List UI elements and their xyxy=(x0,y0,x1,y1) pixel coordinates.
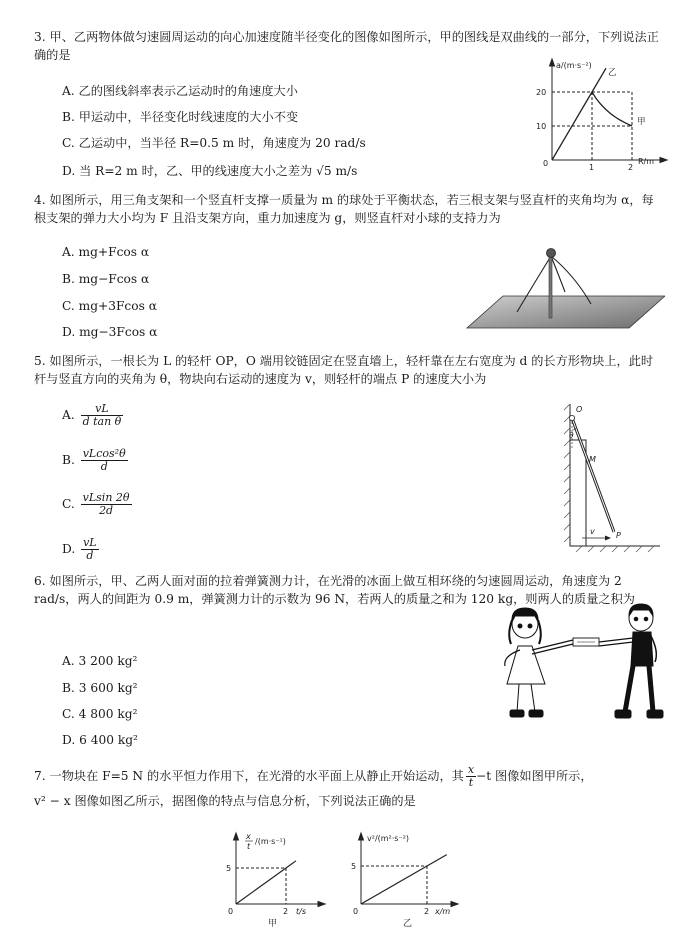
question-6-stem: 6. 如图所示，甲、乙两人面对面的拉着弹簧测力计，在光滑的冰面上做互相环绕的匀速圆周运动，角速度为 2 rad/s，两人的间距为 0.9 m，弹簧测力计的示数为 96 N，若两人的质量之和为 120 kg，则两人的质量之积为 xyxy=(34,574,635,606)
q7-graph-yi xyxy=(345,828,475,928)
q6-option-d: D. 6 400 kg² xyxy=(62,733,138,747)
q4-vertical-rod xyxy=(549,256,552,318)
q7-jia-origin: 0 xyxy=(228,907,234,916)
q7-jia-ylabel-num: x xyxy=(246,832,251,841)
q3-x-label: R/m xyxy=(638,157,655,166)
q3-option-b: B. 甲运动中，半径变化时线速度的大小不变 xyxy=(62,110,299,124)
q4-strut-back xyxy=(551,256,565,292)
q5-option-c: C. $\frac{vLsin 2\theta}{2d}$ xyxy=(62,491,130,517)
q7-graph-jia xyxy=(220,828,330,928)
q5-c-denominator: 2d xyxy=(99,504,114,517)
q7-yi-xlabel: x/m xyxy=(435,907,451,916)
q5-d-numerator: vL xyxy=(83,536,97,549)
q7-jia-ylabel-unit: /(m·s⁻¹) xyxy=(255,837,286,846)
question-5 xyxy=(34,352,663,388)
q5-hinge xyxy=(569,415,574,420)
q7-yi-xtick: 2 xyxy=(424,907,430,916)
q3-ytick-10: 10 xyxy=(536,122,547,131)
q7-jia-xtick: 2 xyxy=(283,907,289,916)
q7-yi-origin: 0 xyxy=(353,907,359,916)
q3-option-d: D. 当 R=2 m 时，乙、甲的线速度大小之差为 √5 m/s xyxy=(62,164,358,178)
q4-option-c: C. mg+3Fcos α xyxy=(62,299,157,313)
q7-yi-ytick: 5 xyxy=(351,862,357,871)
q3-option-c: C. 乙运动中，当半径 R=0.5 m 时，角速度为 20 rad/s xyxy=(62,136,366,150)
q5-d-denominator: d xyxy=(86,549,94,562)
question-7 xyxy=(34,764,663,813)
q7-yi-line xyxy=(361,855,447,904)
q6-skater-left xyxy=(505,608,573,717)
q7-jia-ylabel-den: t xyxy=(247,842,251,851)
q3-option-a: A. 乙的图线斜率表示乙运动时的角速度大小 xyxy=(62,84,298,98)
q6-skaters-figure xyxy=(495,600,670,728)
q3-y-label: a/(m·s⁻²) xyxy=(556,61,592,70)
q5-a-denominator: d tan θ xyxy=(82,415,122,428)
q5-rod-figure xyxy=(560,400,668,552)
question-5-stem: 5. 如图所示，一根长为 L 的轻杆 OP，O 端用铰链固定在竖直墙上，轻杆靠在左右宽度为 d 的长方形物块上，此时杆与竖直方向的夹角为 θ，物块向右运动的速度为 v，则轻杆的端点 P 的速度大小为 xyxy=(34,354,654,386)
question-3-stem: 3. 甲、乙两物体做匀速圆周运动的向心加速度随半径变化的图像如图所示，甲的图线是双曲线的一部分，下列说法正确的是 xyxy=(34,30,659,62)
q4-tripod-figure xyxy=(465,242,665,334)
q5-a-numerator: vL xyxy=(81,403,124,416)
q6-option-a: A. 3 200 kg² xyxy=(62,654,138,668)
q7-yi-ylabel: v²/(m²·s⁻²) xyxy=(367,834,410,843)
q5-label-theta: θ xyxy=(569,431,574,440)
q3-origin: 0 xyxy=(543,159,549,168)
question-4-stem: 4. 如图所示，用三角支架和一个竖直杆支撑一质量为 m 的球处于平衡状态，若三根支架与竖直杆的夹角均为 α，每根支架的弹力大小均为 F 且沿支架方向，重力加速度为 g，则竖直杆对小球的支持力为 xyxy=(34,193,654,225)
q5-option-b: B. $\frac{\text{vLcos²θ}}{d}$ xyxy=(62,447,126,473)
q5-option-a: A. $\frac{vL}{\text{d tan θ}}$ xyxy=(62,402,122,428)
q4-option-b: B. mg−Fcos α xyxy=(62,272,150,286)
q3-label-yi: 乙 xyxy=(608,68,617,78)
q4-option-a: A. mg+Fcos α xyxy=(62,245,150,259)
q7-stem-fraction: $\frac{x}{t}$ xyxy=(467,763,475,789)
q5-b-denominator: d xyxy=(100,460,108,473)
q3-ytick-20: 20 xyxy=(536,88,547,97)
q7-jia-xlabel: t/s xyxy=(296,907,306,916)
q5-label-v: v xyxy=(590,527,595,536)
q4-floor xyxy=(467,296,665,328)
q5-label-p: P xyxy=(616,531,621,540)
q7-jia-caption: 甲 xyxy=(268,919,278,928)
q5-label-m: M xyxy=(589,455,596,464)
q3-series-jia xyxy=(592,92,632,126)
q6-option-c: C. 4 800 kg² xyxy=(62,707,138,721)
q3-xtick-1: 1 xyxy=(589,163,595,172)
q3-series-yi xyxy=(552,68,606,160)
q5-label-o: O xyxy=(576,405,583,414)
q3-label-jia: 甲 xyxy=(637,117,646,127)
q6-skater-right xyxy=(599,604,663,718)
q5-option-d: D. $\frac{vL}{d}$ xyxy=(62,536,97,562)
q6-option-b: B. 3 600 kg² xyxy=(62,681,138,695)
q5-b-numerator: vLcos²θ xyxy=(82,447,126,460)
question-4 xyxy=(34,191,663,227)
q7-yi-caption: 乙 xyxy=(403,919,413,928)
q4-ball xyxy=(547,249,556,258)
q5-block xyxy=(570,440,586,546)
question-7-stem: 7. 一物块在 F=5 N 的水平恒力作用下，在光滑的水平面上从静止开始运动，其 $\frac{x}{t}$ −t 图像如图甲所示， v² − x 图像如图乙所示，据图像的特点与信息分析，下列说法正确的是 xyxy=(34,763,593,808)
q5-c-numerator: vLsin 2θ xyxy=(82,491,130,504)
q7-jia-ytick: 5 xyxy=(226,864,232,873)
q3-xtick-2: 2 xyxy=(628,163,634,172)
q4-option-d: D. mg−3Fcos α xyxy=(62,325,158,339)
q3-graph xyxy=(530,56,670,174)
q7-jia-line xyxy=(236,861,296,904)
